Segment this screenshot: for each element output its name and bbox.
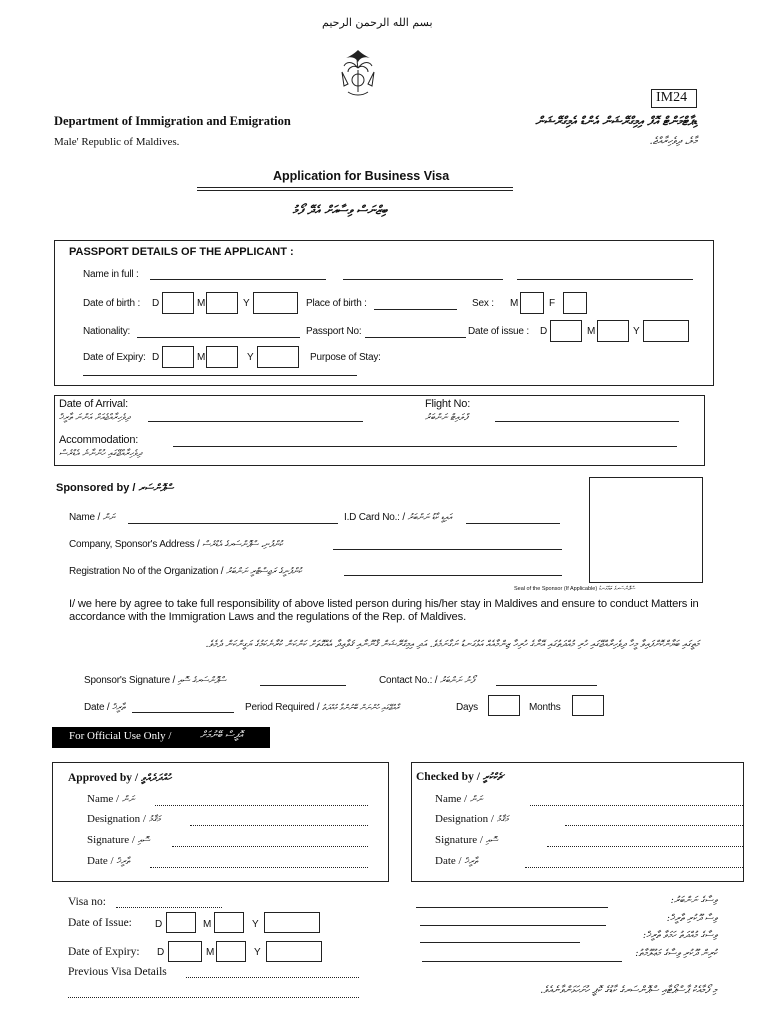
arrival-date-label: Date of Arrival:	[59, 398, 128, 410]
sponsor-contact-en: Contact No.: /	[379, 675, 438, 686]
sponsor-address-field[interactable]	[333, 549, 562, 550]
pob-field[interactable]	[374, 309, 457, 310]
visa-expiry-label: Date of Expiry:	[68, 946, 140, 958]
sponsor-name-dhivehi: ނަން	[102, 513, 115, 523]
sex-male-label: M	[510, 298, 519, 309]
issue-label: Date of issue :	[468, 326, 529, 337]
sponsor-address-dhivehi: ކުންފުނި، ސްޕޮންސަރގެ އެޑްރެސް	[202, 540, 283, 550]
period-months-label: Months	[529, 702, 561, 713]
dv-previous-visa-label: ކުރިން ދޫކުރި ވިސާގެ މަޢުލޫމާތު:	[635, 948, 717, 959]
sponsor-address-label	[69, 539, 282, 550]
approved-name-field[interactable]	[155, 805, 368, 806]
approved-date-label	[87, 855, 130, 867]
period-months-field[interactable]	[572, 695, 604, 716]
department-title-dhivehi: ޑިޕާޓްމަންޓް އޮފް އިމިގްރޭޝަން އެންޑް އެމިގްރޭޝަން	[535, 114, 697, 128]
declaration-text-dhivehi: މަތީގައި ބަޔާންކޮށްފައިވާ މީހާ ދިވެހިރާއްޖޭގައި ހުރި މުއްދަތުގައި އޭނާގެ ހުރިހާ ޒިންމާއެއް އަޅުގަނޑު ނަގާނަމެވެ. އަދި އިމިގްރޭޝަން ޤާނޫނާއި ޤަވާޢިދާ އެއްގޮތަށް ކަންކަން ކުރާނެކަމުގެ ޔަގީންކަން ދެމެވެ.	[205, 639, 699, 650]
issue-month-field[interactable]	[597, 320, 629, 342]
dob-y: Y	[243, 298, 250, 309]
sponsor-signature-label	[84, 675, 226, 686]
checked-designation-field[interactable]	[565, 825, 743, 826]
expiry-label: Date of Expiry:	[83, 352, 146, 363]
title-underline-1	[197, 187, 513, 188]
sponsor-address-en: Company, Sponsor's Address /	[69, 539, 200, 550]
nationality-field[interactable]	[137, 337, 300, 338]
sponsor-id-label	[344, 512, 452, 523]
dv-visa-no-label: ވިސާގެ ނަންބަރު:	[670, 895, 717, 906]
name-field-1[interactable]	[150, 279, 326, 280]
checked-date-field[interactable]	[525, 867, 743, 868]
bismillah: بسم الله الرحمن الرحيم	[322, 16, 433, 29]
previous-visa-field-2[interactable]	[68, 997, 359, 998]
dob-month-field[interactable]	[206, 292, 238, 314]
sponsor-signature-dhivehi: ސްޕޮންސަރގެ ސޮއި	[177, 676, 226, 686]
arrival-date-dhivehi: ދިވެހިރާއްޖެއަށް އަންނަ ތާރީޚް	[59, 413, 130, 423]
visa-expiry-month-field[interactable]	[216, 941, 246, 962]
name-label: Name in full :	[83, 269, 139, 280]
issue-m: M	[587, 326, 596, 337]
pob-label: Place of birth :	[306, 298, 367, 309]
period-en: Period Required /	[245, 702, 320, 713]
accommodation-dhivehi: ދިވެހިރާއްޖޭގައި ހުންނާނެ އެޑްރެސް	[59, 449, 142, 459]
approved-name-en: Name /	[87, 793, 120, 805]
dv-footer-note: މި ފޯމާއެކު ޕާސްޕޯޓާއި ސްޕޮންސަރގެ ކާޑުގެ ކޮޕީ ހުށަހަޅަންވާނެއެވެ.	[540, 985, 717, 996]
previous-visa-field-1[interactable]	[186, 977, 359, 978]
dob-day-field[interactable]	[162, 292, 194, 314]
sponsor-reg-label	[69, 566, 301, 577]
visa-issue-day-field[interactable]	[166, 912, 196, 933]
department-address-dhivehi: މާލެ، ދިވެހިރާއްޖެ.	[649, 136, 697, 147]
approved-designation-dhivehi: މަޤާމު	[148, 815, 161, 825]
approved-designation-en: Designation /	[87, 813, 146, 825]
dob-year-field[interactable]	[253, 292, 298, 314]
dob-m: M	[197, 298, 206, 309]
checked-date-en: Date /	[435, 855, 462, 867]
period-dhivehi: ރާއްޖޭގައި ހުންނަން ބޭނުންވާ މުއްދަތު	[322, 703, 400, 712]
checked-date-dhivehi: ތާރީޚް	[464, 857, 478, 867]
sponsor-seal-box	[589, 477, 703, 583]
approved-designation-label	[87, 813, 160, 825]
visa-issue-d: D	[155, 919, 163, 930]
approved-date-field[interactable]	[150, 867, 368, 868]
expiry-d: D	[152, 352, 160, 363]
visa-issue-y: Y	[252, 919, 259, 930]
checked-designation-en: Designation /	[435, 813, 494, 825]
passport-no-label: Passport No:	[306, 326, 362, 337]
checked-date-label	[435, 855, 478, 867]
expiry-y: Y	[247, 352, 254, 363]
sponsor-date-field[interactable]	[132, 712, 234, 713]
checked-signature-field[interactable]	[547, 846, 743, 847]
visa-issue-m: M	[203, 919, 212, 930]
approved-heading-en: Approved by /	[68, 772, 139, 784]
form-title: Application for Business Visa	[273, 169, 450, 183]
checked-signature-dhivehi: ސޮއި	[485, 836, 498, 846]
sponsor-heading-dhivehi: ސްޕޮންސަރ	[138, 483, 174, 494]
visa-expiry-y: Y	[254, 947, 261, 958]
visa-expiry-day-field[interactable]	[168, 941, 202, 962]
sponsor-name-en: Name /	[69, 512, 101, 523]
visa-issue-year-field[interactable]	[264, 912, 320, 933]
checked-name-label	[435, 793, 483, 805]
dv-visa-issue-label: ވިސާ ދޫކުރި ތާރީޚް:	[666, 913, 717, 924]
sponsor-reg-dhivehi: ކުންފުނީގެ ރަޖިސްޓްރީ ނަންބަރު	[225, 567, 302, 577]
expiry-day-field[interactable]	[162, 346, 194, 368]
checked-signature-label	[435, 834, 498, 846]
passport-no-field[interactable]	[365, 337, 466, 338]
purpose-field-1[interactable]	[83, 375, 357, 376]
form-title-dhivehi: ބިޒްނަސް ވިސާއަށް އެދޭ ފޯމު	[292, 203, 387, 217]
approved-name-label	[87, 793, 135, 805]
approved-signature-label	[87, 834, 150, 846]
checked-heading-dhivehi: ޗެކްކުރީ	[482, 772, 503, 783]
expiry-m: M	[197, 352, 206, 363]
sponsor-contact-field[interactable]	[496, 685, 597, 686]
dob-label: Date of birth :	[83, 298, 141, 309]
approved-date-dhivehi: ތާރީޚް	[116, 857, 130, 867]
issue-year-field[interactable]	[643, 320, 689, 342]
sponsor-contact-label	[379, 675, 474, 686]
sponsor-date-dhivehi: ތާރީޚް	[112, 703, 125, 713]
official-use-dhivehi: އޮފީސް ބޭނުމަށް	[200, 730, 243, 741]
department-address: Male' Republic of Maldives.	[54, 136, 180, 148]
flight-no-dhivehi: ފްލައިޓް ނަންބަރު	[425, 413, 468, 423]
dv-visa-issue-field[interactable]	[420, 925, 606, 926]
dv-visa-expiry-label: ވިސާގެ މުއްދަތު ހަމަވާ ތާރީޚް:	[642, 930, 717, 941]
form-code: IM24	[656, 90, 688, 105]
checked-heading	[416, 771, 503, 783]
official-use-en: For Official Use Only /	[69, 730, 172, 742]
sponsor-heading-en: Sponsored by /	[56, 482, 136, 494]
period-days-label: Days	[456, 702, 478, 713]
sponsor-reg-field[interactable]	[344, 575, 562, 576]
period-label	[245, 702, 399, 713]
department-title: Department of Immigration and Emigration	[54, 114, 291, 128]
checked-name-field[interactable]	[530, 805, 743, 806]
accommodation-label: Accommodation:	[59, 434, 139, 446]
approved-date-en: Date /	[87, 855, 114, 867]
expiry-month-field[interactable]	[206, 346, 238, 368]
sponsor-id-field[interactable]	[466, 523, 560, 524]
sponsor-seal-caption	[514, 586, 635, 593]
visa-expiry-d: D	[157, 947, 165, 958]
previous-visa-label: Previous Visa Details	[68, 966, 167, 978]
seal-caption-dhivehi: ސްޕޮންސަރގެ ތައްގަނޑު	[598, 586, 635, 592]
sponsor-date-label	[84, 702, 125, 713]
sex-female-checkbox[interactable]	[563, 292, 587, 314]
dv-visa-expiry-field[interactable]	[420, 942, 580, 943]
visa-no-label: Visa no:	[68, 896, 106, 908]
emblem-icon	[336, 48, 380, 98]
checked-designation-dhivehi: މަޤާމު	[496, 815, 509, 825]
dob-d: D	[152, 298, 160, 309]
visa-no-field[interactable]	[116, 907, 222, 908]
sex-label: Sex :	[472, 298, 494, 309]
sponsor-id-dhivehi: އައިޑީ ކާޑު ނަންބަރު	[407, 513, 452, 523]
sponsor-contact-dhivehi: ފޯނު ނަންބަރު	[439, 676, 475, 686]
approved-signature-field[interactable]	[172, 846, 368, 847]
seal-caption-en: Seal of the Sponsor (If Applicable)	[514, 586, 598, 592]
checked-name-dhivehi: ނަން	[469, 795, 483, 805]
issue-y: Y	[633, 326, 640, 337]
declaration-text: I/ we here by agree to take full responsibility of above listed person during his/her stay in Maldives and ensure to conduct Matters in accordance with the Immigration Laws and the regulations of the Rep. of Maldives.	[69, 598, 699, 623]
approved-signature-en: Signature /	[87, 834, 135, 846]
flight-no-field[interactable]	[495, 421, 679, 422]
approved-heading	[68, 772, 171, 784]
period-days-field[interactable]	[488, 695, 520, 716]
nationality-label: Nationality:	[83, 326, 131, 337]
official-use-banner	[52, 727, 270, 748]
sex-female-label: F	[549, 298, 555, 309]
sponsor-date-en: Date /	[84, 702, 110, 713]
sponsor-signature-field[interactable]	[260, 685, 346, 686]
title-underline-2	[197, 190, 513, 191]
approved-name-dhivehi: ނަން	[121, 795, 135, 805]
sponsor-signature-en: Sponsor's Signature /	[84, 675, 176, 686]
passport-section	[54, 240, 714, 386]
dv-previous-visa-field[interactable]	[422, 961, 622, 962]
passport-heading: PASSPORT DETAILS OF THE APPLICANT :	[69, 246, 294, 258]
approved-designation-field[interactable]	[190, 825, 368, 826]
visa-issue-label: Date of Issue:	[68, 917, 132, 929]
sex-male-checkbox[interactable]	[520, 292, 544, 314]
accommodation-field-1[interactable]	[173, 446, 677, 447]
checked-name-en: Name /	[435, 793, 468, 805]
checked-signature-en: Signature /	[435, 834, 483, 846]
flight-no-label: Flight No:	[425, 398, 471, 410]
sponsor-name-field[interactable]	[128, 523, 338, 524]
name-field-3[interactable]	[517, 279, 693, 280]
dv-visa-no-field[interactable]	[416, 907, 608, 908]
visa-expiry-m: M	[206, 947, 215, 958]
visa-issue-month-field[interactable]	[214, 912, 244, 933]
checked-designation-label	[435, 813, 508, 825]
issue-d: D	[540, 326, 548, 337]
sponsor-reg-en: Registration No of the Organization /	[69, 566, 224, 577]
sponsor-id-en: I.D Card No.: /	[344, 512, 405, 523]
purpose-label: Purpose of Stay:	[310, 352, 381, 363]
issue-day-field[interactable]	[550, 320, 582, 342]
sponsor-heading	[56, 482, 173, 494]
arrival-date-field[interactable]	[148, 421, 363, 422]
sponsor-name-label	[69, 512, 115, 523]
checked-heading-en: Checked by /	[416, 771, 480, 783]
name-field-2[interactable]	[343, 279, 503, 280]
arrival-section	[54, 395, 705, 466]
expiry-year-field[interactable]	[257, 346, 299, 368]
approved-signature-dhivehi: ސޮއި	[137, 836, 150, 846]
visa-expiry-year-field[interactable]	[266, 941, 322, 962]
approved-heading-dhivehi: ހުއްދަދެއްވީ	[140, 773, 172, 784]
